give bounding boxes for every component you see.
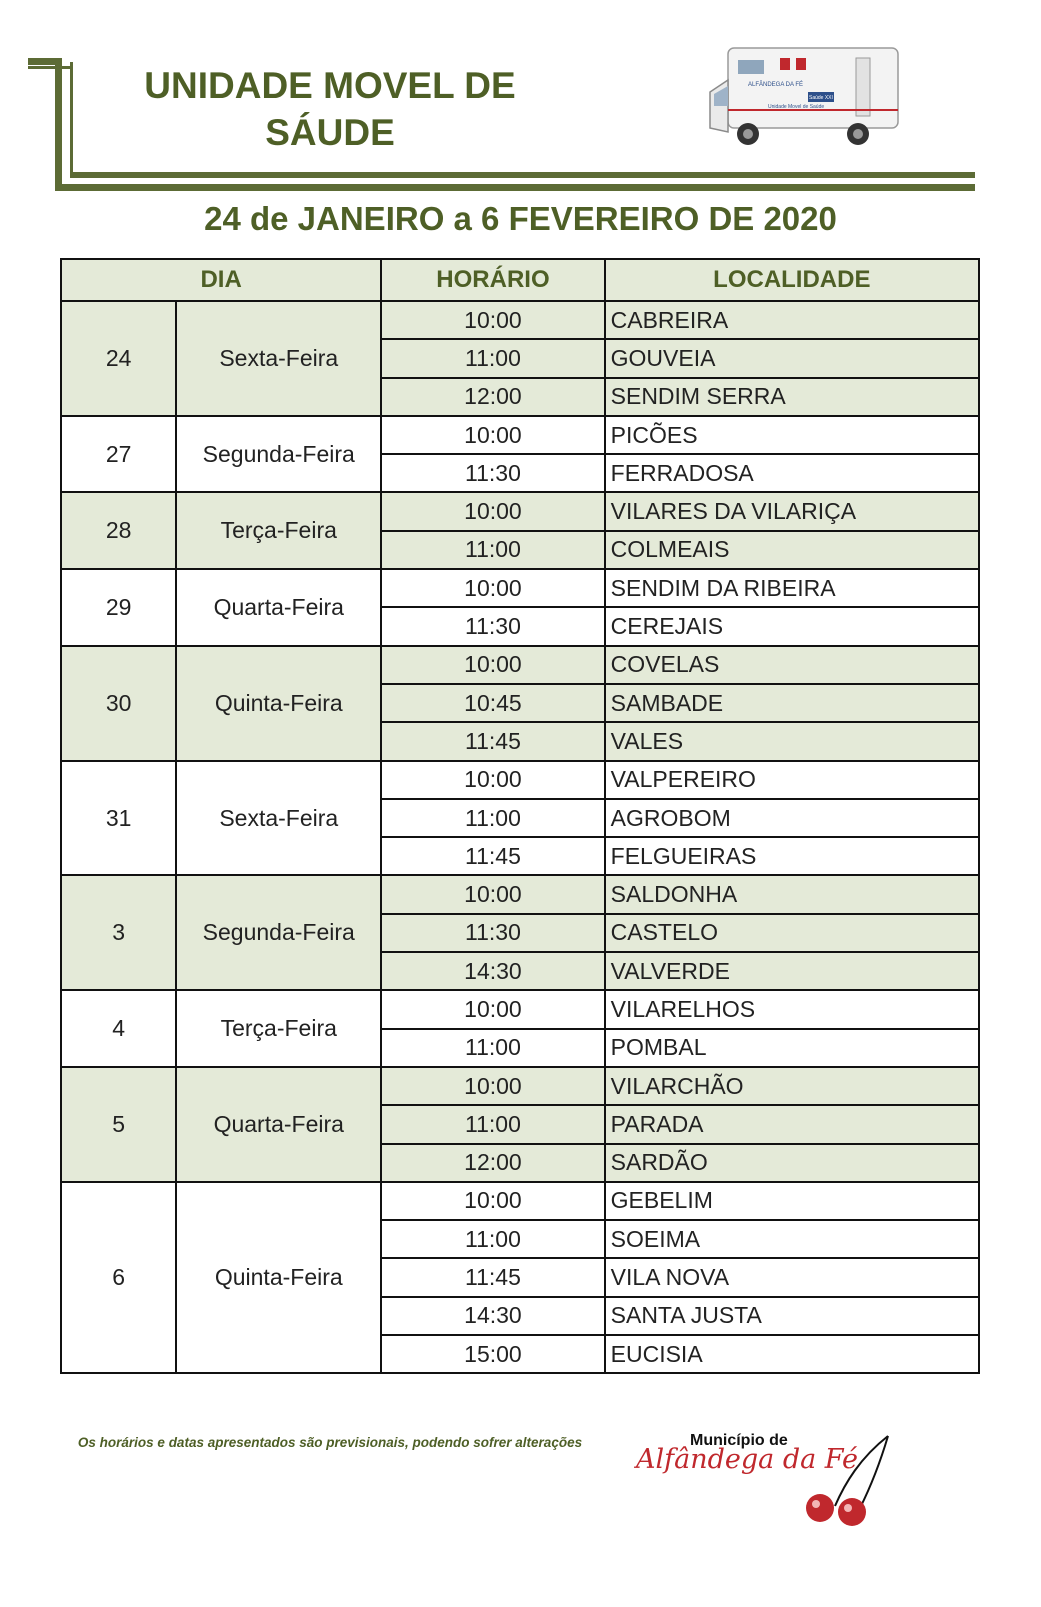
schedule-row — [61, 1067, 979, 1105]
day-name: Quinta-Feira — [176, 1182, 381, 1373]
day-name: Sexta-Feira — [176, 301, 381, 416]
stop-time: 11:45 — [381, 722, 604, 760]
day-number: 3 — [61, 875, 176, 990]
logo-script-text: Alfândega da Fé — [636, 1444, 859, 1475]
stop-location: CABREIRA — [605, 301, 979, 339]
schedule-table — [60, 258, 980, 1374]
day-number: 28 — [61, 492, 176, 569]
stop-location: SARDÃO — [605, 1144, 979, 1182]
header-horario: HORÁRIO — [381, 259, 604, 301]
stop-time: 11:00 — [381, 1220, 604, 1258]
stop-location: VALVERDE — [605, 952, 979, 990]
disclaimer-note: Os horários e datas apresentados são previsionais, podendo sofrer alterações — [77, 1435, 583, 1450]
stop-location: CASTELO — [605, 914, 979, 952]
stop-time: 10:00 — [381, 875, 604, 913]
stop-time: 11:00 — [381, 1105, 604, 1143]
stop-time: 11:00 — [381, 531, 604, 569]
day-number: 29 — [61, 569, 176, 646]
day-name: Terça-Feira — [176, 492, 381, 569]
schedule-row — [61, 761, 979, 799]
stop-time: 10:00 — [381, 492, 604, 530]
day-number: 24 — [61, 301, 176, 416]
day-number: 4 — [61, 990, 176, 1067]
stop-location: SENDIM DA RIBEIRA — [605, 569, 979, 607]
stop-location: AGROBOM — [605, 799, 979, 837]
stop-time: 10:00 — [381, 646, 604, 684]
van-caption: Unidade Movel de Saúde — [768, 104, 825, 110]
stop-time: 11:00 — [381, 1029, 604, 1067]
stop-time: 12:00 — [381, 1144, 604, 1182]
schedule-header-row — [61, 259, 979, 301]
day-name: Quarta-Feira — [176, 569, 381, 646]
stop-location: SENDIM SERRA — [605, 378, 979, 416]
day-name: Sexta-Feira — [176, 761, 381, 876]
header-dia: DIA — [61, 259, 381, 301]
stop-time: 11:00 — [381, 799, 604, 837]
period-heading: 24 de JANEIRO a 6 FEVEREIRO DE 2020 — [204, 200, 837, 237]
stop-time: 10:00 — [381, 569, 604, 607]
day-name: Terça-Feira — [176, 990, 381, 1067]
schedule-row — [61, 569, 979, 607]
header-frame-left-inner — [70, 62, 73, 174]
stop-location: SOEIMA — [605, 1220, 979, 1258]
stop-location: GOUVEIA — [605, 339, 979, 377]
stop-time: 10:45 — [381, 684, 604, 722]
schedule-row — [61, 990, 979, 1028]
stop-time: 10:00 — [381, 1067, 604, 1105]
day-number: 31 — [61, 761, 176, 876]
stop-time: 10:00 — [381, 416, 604, 454]
header-frame-left — [55, 58, 62, 191]
stop-time: 11:00 — [381, 339, 604, 377]
stop-location: VALES — [605, 722, 979, 760]
day-number: 6 — [61, 1182, 176, 1373]
stop-time: 14:30 — [381, 1297, 604, 1335]
stop-location: EUCISIA — [605, 1335, 979, 1373]
stop-location: SAMBADE — [605, 684, 979, 722]
stop-time: 10:00 — [381, 761, 604, 799]
header-frame-bottom-inner — [70, 172, 975, 178]
schedule-row — [61, 646, 979, 684]
header-localidade: LOCALIDADE — [605, 259, 979, 301]
day-name: Quarta-Feira — [176, 1067, 381, 1182]
van-badge: Saúde XXI — [809, 95, 833, 101]
stop-time: 11:45 — [381, 1258, 604, 1296]
stop-time: 15:00 — [381, 1335, 604, 1373]
stop-time: 14:30 — [381, 952, 604, 990]
day-number: 27 — [61, 416, 176, 493]
header-frame-bottom — [55, 184, 975, 191]
page-title — [130, 62, 530, 156]
stop-time: 11:30 — [381, 454, 604, 492]
logo-municipio-text: Município de — [690, 1432, 788, 1449]
schedule-row — [61, 416, 979, 454]
stop-time: 11:45 — [381, 837, 604, 875]
stop-location: VILARES DA VILARIÇA — [605, 492, 979, 530]
stop-location: PICÕES — [605, 416, 979, 454]
schedule-row — [61, 301, 979, 339]
mobile-unit-van-image — [708, 40, 908, 152]
schedule-row — [61, 1182, 979, 1220]
header-frame-top-inner — [28, 66, 73, 69]
schedule-body — [61, 301, 979, 1373]
stop-location: VILARELHOS — [605, 990, 979, 1028]
day-name: Quinta-Feira — [176, 646, 381, 761]
day-number: 30 — [61, 646, 176, 761]
stop-time: 10:00 — [381, 990, 604, 1028]
stop-location: COLMEAIS — [605, 531, 979, 569]
stop-time: 10:00 — [381, 301, 604, 339]
stop-location: GEBELIM — [605, 1182, 979, 1220]
page-title-line2: SÁUDE — [265, 112, 395, 153]
schedule-row — [61, 875, 979, 913]
stop-location: VALPEREIRO — [605, 761, 979, 799]
stop-location: SANTA JUSTA — [605, 1297, 979, 1335]
stop-location: FERRADOSA — [605, 454, 979, 492]
stop-location: SALDONHA — [605, 875, 979, 913]
stop-location: COVELAS — [605, 646, 979, 684]
day-name: Segunda-Feira — [176, 875, 381, 990]
stop-location: VILA NOVA — [605, 1258, 979, 1296]
day-number: 5 — [61, 1067, 176, 1182]
stop-time: 10:00 — [381, 1182, 604, 1220]
stop-location: PARADA — [605, 1105, 979, 1143]
stop-time: 11:30 — [381, 914, 604, 952]
stop-time: 11:30 — [381, 607, 604, 645]
van-side-label: ALFÂNDEGA DA FÉ — [748, 82, 804, 88]
stop-location: FELGUEIRAS — [605, 837, 979, 875]
page-title-line1: UNIDADE MOVEL DE — [144, 65, 516, 106]
stop-location: POMBAL — [605, 1029, 979, 1067]
schedule-row — [61, 492, 979, 530]
day-name: Segunda-Feira — [176, 416, 381, 493]
stop-time: 12:00 — [381, 378, 604, 416]
stop-location: CEREJAIS — [605, 607, 979, 645]
stop-location: VILARCHÃO — [605, 1067, 979, 1105]
